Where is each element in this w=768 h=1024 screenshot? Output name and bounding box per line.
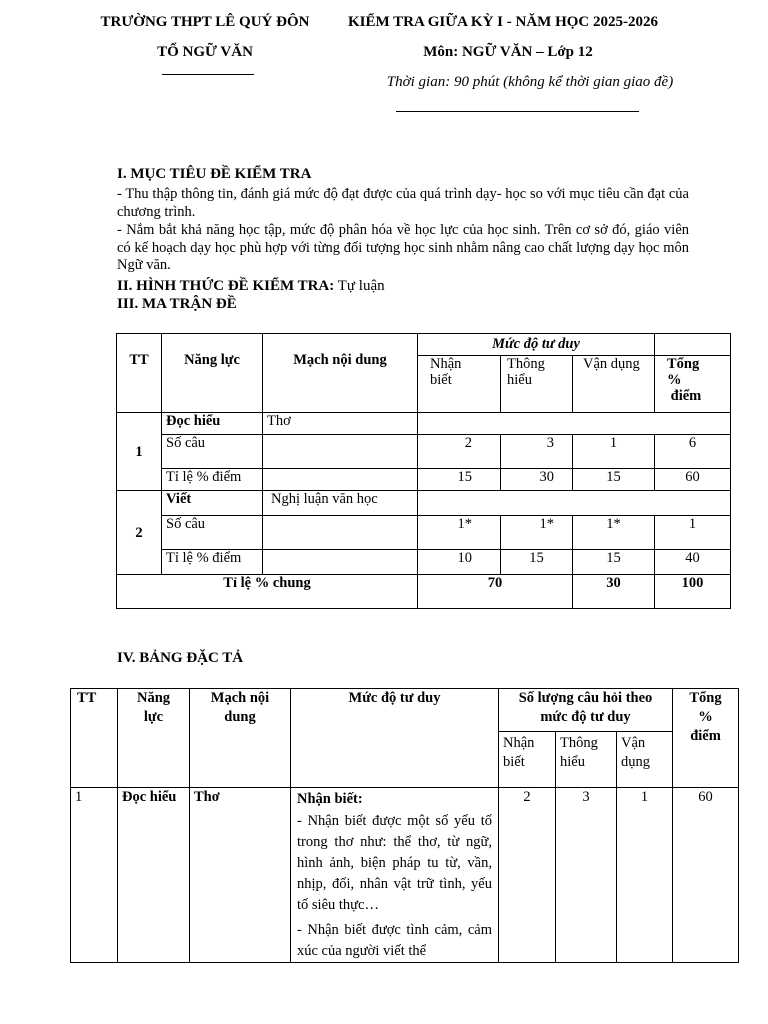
department-name: TỔ NGỮ VĂN: [157, 44, 253, 60]
spec-row1-desc-p2: - Nhận biết được tình cảm, cảm xúc của người viết thể: [297, 922, 492, 959]
exam-subject: Môn: NGỮ VĂN – Lớp 12: [423, 44, 593, 60]
matrix-g2-socau-tong: 1: [655, 516, 731, 550]
spec-header-tong: Tổng % điểm: [673, 689, 739, 788]
spec-row1-nangluc: Đọc hiểu: [118, 788, 190, 963]
matrix-footer-v2: 30: [573, 575, 655, 609]
matrix-table: [116, 333, 731, 609]
section2-value: Tự luận: [334, 278, 385, 294]
matrix-g1-tt: 1: [117, 413, 162, 491]
exam-title: KIỂM TRA GIỮA KỲ I - NĂM HỌC 2025-2026: [348, 14, 659, 30]
matrix-g2-tile-mach: [263, 550, 418, 575]
matrix-header-nhanbiet: Nhận biết: [418, 356, 501, 413]
spec-header-nhanbiet: Nhận biết: [499, 732, 556, 788]
exam-duration: Thời gian: 90 phút (không kể thời gian giao đề): [386, 74, 674, 90]
section3-title: III. MA TRẬN ĐỀ: [117, 296, 237, 312]
matrix-g2-tile-label: Tỉ lệ % điểm: [162, 550, 263, 575]
matrix-g2-nangluc: Viết: [162, 491, 263, 516]
matrix-g1-socau-vd: 1: [573, 435, 655, 469]
spec-row1-mach: Thơ: [190, 788, 291, 963]
spec-row1-desc: [291, 788, 499, 963]
spec-row1-th: 3: [556, 788, 617, 963]
school-name: TRƯỜNG THPT LÊ QUÝ ĐÔN: [100, 14, 310, 30]
spec-row1-desc-title: Nhận biết:: [297, 791, 363, 807]
spec-header-vandung: Vận dụng: [617, 732, 673, 788]
matrix-header-thonghieu: Thông hiểu: [501, 356, 573, 413]
matrix-g1-tile-th: 30: [501, 469, 573, 491]
matrix-g1-tile-tong: 60: [655, 469, 731, 491]
matrix-g2-blank: [418, 491, 731, 516]
matrix-g2-mach: Nghị luận văn học: [263, 491, 418, 516]
matrix-g2-socau-mach: [263, 516, 418, 550]
exam-underline: [396, 111, 639, 112]
matrix-g1-socau-nb: 2: [418, 435, 501, 469]
matrix-header-vandung: Vận dụng: [573, 356, 655, 413]
section1-title: I. MỤC TIÊU ĐỀ KIỂM TRA: [117, 166, 312, 182]
spec-row1-vd: 1: [617, 788, 673, 963]
spec-row1-nb: 2: [499, 788, 556, 963]
matrix-g1-socau-label: Số câu: [162, 435, 263, 469]
matrix-g1-mach: Thơ: [263, 413, 418, 435]
spec-header-mucdo: Mức độ tư duy: [291, 689, 499, 788]
matrix-footer-label: Tỉ lệ % chung: [117, 575, 418, 609]
matrix-g2-socau-vd: 1*: [573, 516, 655, 550]
matrix-header-blank: [655, 334, 731, 356]
matrix-g2-socau-nb: 1*: [418, 516, 501, 550]
spec-table: [70, 688, 739, 963]
matrix-g2-tile-tong: 40: [655, 550, 731, 575]
matrix-g1-socau-th: 3: [501, 435, 573, 469]
section2-line: [117, 278, 385, 295]
matrix-g1-socau-mach: [263, 435, 418, 469]
matrix-header-mach: Mạch nội dung: [263, 334, 418, 413]
matrix-g1-nangluc: Đọc hiểu: [162, 413, 263, 435]
matrix-g2-tile-vd: 15: [573, 550, 655, 575]
matrix-g2-tile-th: 15: [501, 550, 573, 575]
section4-title: IV. BẢNG ĐẶC TẢ: [117, 650, 244, 666]
spec-header-tt: TT: [71, 689, 118, 788]
spec-row1-desc-p1: - Nhận biết được một số yếu tố trong thơ như: thể thơ, từ ngữ, hình ảnh, biện pháp tu từ, vần, nhịp, đối, nhân vật trữ tình, yếu tố siêu thực…: [297, 813, 492, 913]
matrix-g2-socau-th: 1*: [501, 516, 573, 550]
spec-header-soluong: Số lượng câu hỏi theo mức độ tư duy: [499, 689, 673, 732]
matrix-g1-tile-nb: 15: [418, 469, 501, 491]
objective-paragraph-1: - Thu thập thông tin, đánh giá mức độ đạt được của quá trình dạy- học so với mục tiêu cần đạt của chương trình.: [117, 186, 689, 220]
matrix-g1-tile-vd: 15: [573, 469, 655, 491]
matrix-header-nangluc: Năng lực: [162, 334, 263, 413]
matrix-g1-socau-tong: 6: [655, 435, 731, 469]
spec-header-mach: Mạch nội dung: [190, 689, 291, 788]
matrix-g1-blank: [418, 413, 731, 435]
spec-row1-tt: 1: [71, 788, 118, 963]
spec-header-nangluc: Năng lực: [118, 689, 190, 788]
department-underline: [162, 74, 254, 75]
spec-row1-tong: 60: [673, 788, 739, 963]
matrix-g1-tile-label: Tỉ lệ % điểm: [162, 469, 263, 491]
matrix-header-mucdo: Mức độ tư duy: [418, 334, 655, 356]
matrix-header-tong: Tổng % điểm: [655, 356, 731, 413]
matrix-header-tt: TT: [117, 334, 162, 413]
matrix-g2-tile-nb: 10: [418, 550, 501, 575]
spec-header-thonghieu: Thông hiểu: [556, 732, 617, 788]
objective-paragraph-2: - Nắm bắt khả năng học tập, mức độ phân hóa về học lực của học sinh. Trên cơ sở đó, giáo viên có kế hoạch dạy học phù hợp với từng đối tượng học sinh nhằm nâng cao chất lượng dạy học môn Ngữ văn.: [117, 222, 689, 273]
matrix-g1-tile-mach: [263, 469, 418, 491]
matrix-footer-v3: 100: [655, 575, 731, 609]
matrix-g2-socau-label: Số câu: [162, 516, 263, 550]
section2-label: II. HÌNH THỨC ĐỀ KIỂM TRA:: [117, 278, 335, 294]
matrix-g2-tt: 2: [117, 491, 162, 575]
matrix-footer-v1: 70: [418, 575, 573, 609]
